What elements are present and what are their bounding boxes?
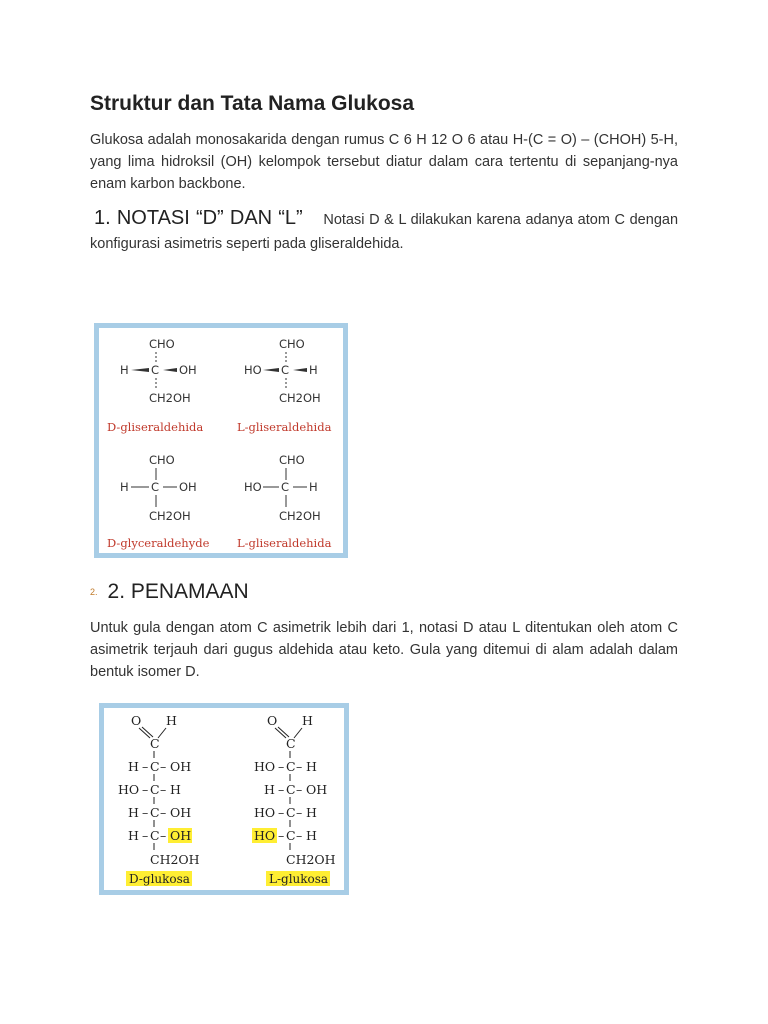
- document-title: Struktur dan Tata Nama Glukosa: [90, 92, 415, 115]
- d-row-1-left: HO: [118, 782, 140, 797]
- svg-text:–: –: [160, 828, 167, 843]
- br-bottom: CH2OH: [279, 509, 321, 523]
- svg-text:–: –: [278, 759, 285, 774]
- tr-top: CHO: [279, 337, 305, 351]
- svg-text:C: C: [151, 363, 160, 377]
- glucose-figure: [99, 703, 349, 895]
- svg-text:H: H: [302, 713, 313, 728]
- svg-text:–: –: [160, 805, 167, 820]
- d-bottom: CH2OH: [150, 852, 200, 867]
- d-row-3-left: H: [128, 828, 139, 843]
- svg-text:–: –: [296, 782, 303, 797]
- l-row-1-left: H: [264, 782, 275, 797]
- l-row-0-left: HO: [254, 759, 276, 774]
- svg-text:C: C: [150, 736, 160, 751]
- glyceraldehyde-diagram: [99, 328, 343, 553]
- section2-paragraph: Untuk gula dengan atom C asimetrik lebih dari 1, notasi D atau L ditentukan oleh atom C asimetrik terjauh dari gugus aldehida atau keto. Gula yang ditemui di alam adalah dalam bentuk isomer D.: [90, 620, 678, 680]
- svg-text:–: –: [160, 782, 167, 797]
- l-row-0-right: H: [306, 759, 317, 774]
- svg-text:–: –: [142, 828, 149, 843]
- br-left: HO: [244, 480, 262, 494]
- tl-right: OH: [179, 363, 197, 377]
- d-glukosa-structure: [118, 713, 200, 886]
- br-top: CHO: [279, 453, 305, 467]
- svg-text:C: C: [151, 480, 160, 494]
- svg-text:C: C: [286, 736, 296, 751]
- d-gliseraldehida-structure: [107, 337, 203, 434]
- tr-left: HO: [244, 363, 262, 377]
- l-row-3-left: HO: [254, 828, 276, 843]
- tr-right: H: [309, 363, 318, 377]
- tl-bottom: CH2OH: [149, 391, 191, 405]
- bl-bottom: CH2OH: [149, 509, 191, 523]
- svg-text:O: O: [267, 713, 278, 728]
- bl-right: OH: [179, 480, 197, 494]
- svg-text:–: –: [278, 782, 285, 797]
- tr-bottom: CH2OH: [279, 391, 321, 405]
- svg-text:–: –: [160, 759, 167, 774]
- svg-text:–: –: [296, 805, 303, 820]
- svg-text:–: –: [296, 759, 303, 774]
- intro-paragraph: Glukosa adalah monosakarida dengan rumus C 6 H 12 O 6 atau H-(C = O) – (CHOH) 5-H, yang lima hidroksil (OH) kelompok tersebut diatur dalam cara tertentu di sepanjang-nya enam karbon backbone.: [90, 132, 678, 192]
- svg-text:C: C: [286, 782, 296, 797]
- d-gliseraldehida-label: D-gliseraldehida: [107, 420, 204, 434]
- svg-text:–: –: [142, 759, 149, 774]
- l-row-1-right: OH: [306, 782, 328, 797]
- l-gliseraldehida-structure: [237, 337, 332, 434]
- l-gliseraldehida-fischer-structure: [237, 453, 332, 550]
- svg-text:–: –: [142, 782, 149, 797]
- l-row-3-right: H: [306, 828, 317, 843]
- d-row-0-right: OH: [170, 759, 192, 774]
- l-gliseraldehida-fischer-label: L-gliseraldehida: [237, 536, 332, 550]
- svg-text:C: C: [286, 805, 296, 820]
- d-row-3-right: OH: [170, 828, 192, 843]
- d-glyceraldehyde-label: D-glyceraldehyde: [107, 536, 210, 550]
- d-row-1-right: H: [170, 782, 181, 797]
- d-row-2-right: OH: [170, 805, 192, 820]
- l-bottom: CH2OH: [286, 852, 336, 867]
- section1-text: Notasi D & L dilakukan karena adanya atom C dengan konfigurasi asimetris seperti pada gliseraldehida.: [90, 212, 679, 252]
- svg-text:C: C: [150, 782, 160, 797]
- l-glukosa-structure: [252, 713, 336, 886]
- svg-text:–: –: [278, 805, 285, 820]
- svg-text:H: H: [166, 713, 177, 728]
- svg-text:C: C: [150, 805, 160, 820]
- section1-heading: 1. NOTASI “D” DAN “L”: [94, 207, 303, 229]
- d-row-2-left: H: [128, 805, 139, 820]
- section2-heading-line: [90, 580, 249, 604]
- bl-top: CHO: [149, 453, 175, 467]
- l-glukosa-label: L-glukosa: [269, 872, 329, 886]
- section2-heading: 2. PENAMAAN: [107, 580, 249, 603]
- d-row-0-left: H: [128, 759, 139, 774]
- svg-text:–: –: [142, 805, 149, 820]
- list-marker: 2.: [90, 587, 98, 598]
- svg-text:O: O: [131, 713, 142, 728]
- l-row-2-left: HO: [254, 805, 276, 820]
- d-glukosa-label: D-glukosa: [129, 872, 190, 886]
- svg-text:C: C: [286, 828, 296, 843]
- glucose-diagram: [104, 708, 344, 890]
- l-gliseraldehida-label: L-gliseraldehida: [237, 420, 332, 434]
- svg-text:–: –: [278, 828, 285, 843]
- svg-text:–: –: [296, 828, 303, 843]
- br-right: H: [309, 480, 318, 494]
- tl-top: CHO: [149, 337, 175, 351]
- bl-left: H: [120, 480, 129, 494]
- glyceraldehyde-figure: [94, 323, 348, 558]
- d-glyceraldehyde-structure: [107, 453, 210, 550]
- svg-text:C: C: [281, 480, 290, 494]
- svg-text:C: C: [150, 759, 160, 774]
- svg-text:C: C: [150, 828, 160, 843]
- l-row-2-right: H: [306, 805, 317, 820]
- svg-text:C: C: [281, 363, 290, 377]
- svg-text:C: C: [286, 759, 296, 774]
- tl-left: H: [120, 363, 129, 377]
- section1-paragraph: [90, 206, 678, 256]
